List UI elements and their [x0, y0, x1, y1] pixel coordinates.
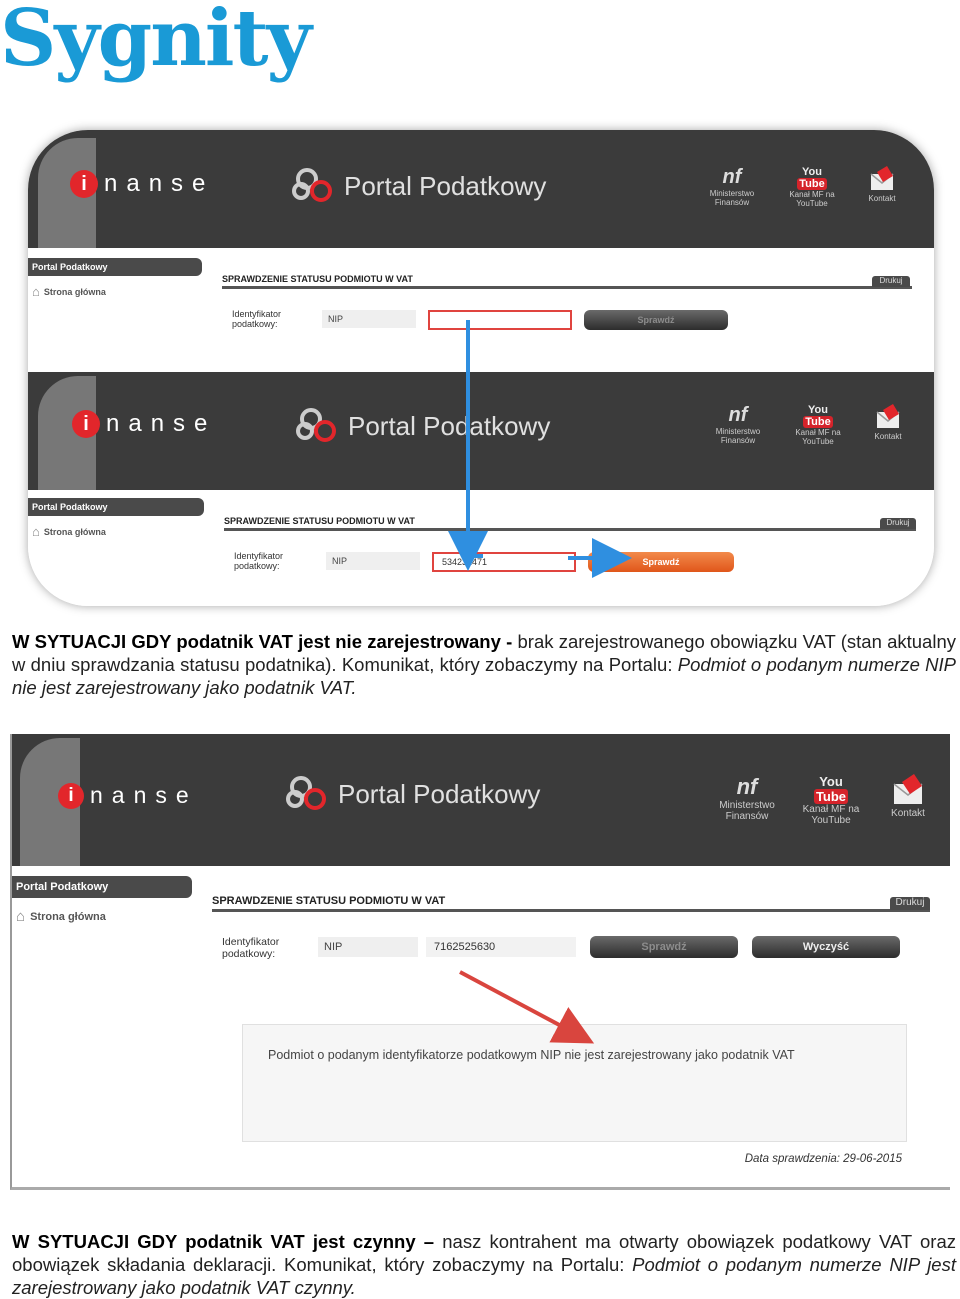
- header-icon-youtube[interactable]: You Tube Kanał MF na YouTube: [789, 166, 835, 208]
- id-label: Identyfikator podatkowy:: [232, 309, 282, 329]
- id-label: Identyfikator podatkowy:: [234, 551, 284, 571]
- id-type-select[interactable]: NIP: [322, 310, 416, 328]
- header-icon-contact[interactable]: Kontakt: [880, 774, 936, 826]
- finanse-i: i: [72, 410, 100, 438]
- print-button[interactable]: Drukuj: [872, 276, 910, 287]
- home-link[interactable]: ⌂ Strona główna: [16, 908, 106, 925]
- check-button[interactable]: Sprawdź: [588, 552, 734, 572]
- header-icon-mf[interactable]: nf Ministerstwo Finansów: [709, 166, 755, 207]
- result-message: Podmiot o podanym identyfikatorze podatkowym NIP nie jest zarejestrowany jako podatnik VAT: [268, 1048, 795, 1062]
- header-icon-youtube[interactable]: You Tube Kanał MF na YouTube: [795, 404, 841, 446]
- home-icon: ⌂: [16, 908, 26, 925]
- finanse-i: i: [58, 783, 84, 809]
- print-button[interactable]: Drukuj: [890, 897, 930, 910]
- check-date: Data sprawdzenia: 29-06-2015: [744, 1153, 902, 1165]
- home-link[interactable]: ⌂ Strona główna: [32, 524, 106, 539]
- sidebar-title: Portal Podatkowy: [12, 876, 192, 898]
- paragraph-not-registered: W SYTUACJI GDY podatnik VAT jest nie zarejestrowany - brak zarejestrowanego obowiązku VAT (stan aktualny w dniu sprawdzania statusu podatnika). Komunikat, który zobaczymy na Portalu: Podmiot o podanym numerze NIP nie jest zarejestrowany jako podatnik VAT.: [12, 631, 956, 698]
- youtube-tube-icon: Tube: [815, 789, 847, 804]
- blue-arrows: [28, 130, 934, 606]
- youtube-tube-icon: Tube: [799, 178, 825, 190]
- paragraph-active: W SYTUACJI GDY podatnik VAT jest czynny – nasz kontrahent ma otwarty obowiązek podatkowy VAT oraz obowiązek składania deklaracji. Komunikat, który zobaczymy na Portalu: Podmiot o podanym numerze NIP jest zarejestrowany jako podatnik VAT czynny.: [12, 1231, 956, 1298]
- home-icon: ⌂: [32, 524, 40, 539]
- portal-title-text: Portal Podatkowy: [344, 170, 547, 201]
- id-type-select[interactable]: NIP: [326, 552, 420, 570]
- portal-title-text: Portal Podatkowy: [348, 410, 551, 441]
- header-icon-youtube[interactable]: You Tube Kanał MF na YouTube: [802, 774, 860, 826]
- finanse-text: nanse: [90, 782, 198, 808]
- mf-logo-icon: nf: [736, 774, 758, 799]
- section-title: SPRAWDZENIE STATUSU PODMIOTU W VAT: [224, 516, 415, 526]
- youtube-icon: You: [819, 774, 843, 789]
- header-icon-contact[interactable]: Kontakt: [860, 166, 904, 208]
- sygnity-logo: Sygnity: [0, 0, 310, 84]
- finanse-i: i: [70, 170, 98, 198]
- clear-button[interactable]: Wyczyść: [752, 936, 900, 958]
- sidebar-title: Portal Podatkowy: [28, 498, 204, 516]
- id-label: Identyfikator podatkowy:: [222, 936, 280, 960]
- header-icon-mf[interactable]: nf Ministerstwo Finansów: [715, 404, 761, 445]
- arrow-to-message: [460, 972, 580, 1036]
- section-title: SPRAWDZENIE STATUSU PODMIOTU W VAT: [212, 895, 446, 907]
- portal-screen-result: [10, 734, 950, 1190]
- finanse-text: nanse: [106, 410, 217, 437]
- youtube-tube-icon: Tube: [805, 416, 831, 428]
- header-icon-contact[interactable]: Kontakt: [866, 404, 910, 446]
- home-link[interactable]: ⌂ Strona główna: [32, 284, 106, 299]
- mf-logo-icon: nf: [722, 166, 742, 188]
- check-button[interactable]: Sprawdź: [590, 936, 738, 958]
- nip-input[interactable]: 7162525630: [426, 937, 576, 957]
- check-button[interactable]: Sprawdź: [584, 310, 728, 330]
- youtube-icon: You: [808, 404, 828, 416]
- sidebar-title: Portal Podatkowy: [28, 258, 202, 276]
- screenshot-panel: [28, 130, 934, 606]
- portal-title-text: Portal Podatkowy: [338, 778, 541, 809]
- section-title: SPRAWDZENIE STATUSU PODMIOTU W VAT: [222, 274, 413, 284]
- mf-logo-icon: nf: [728, 404, 748, 426]
- id-type-select[interactable]: NIP: [318, 937, 418, 957]
- red-arrow: [12, 734, 952, 1190]
- print-button[interactable]: Drukuj: [880, 518, 916, 529]
- home-icon: ⌂: [32, 284, 40, 299]
- finanse-text: nanse: [104, 170, 215, 197]
- header-icon-mf[interactable]: nf Ministerstwo Finansów: [719, 774, 775, 822]
- youtube-icon: You: [802, 166, 822, 178]
- nip-input[interactable]: 534232471: [432, 552, 576, 572]
